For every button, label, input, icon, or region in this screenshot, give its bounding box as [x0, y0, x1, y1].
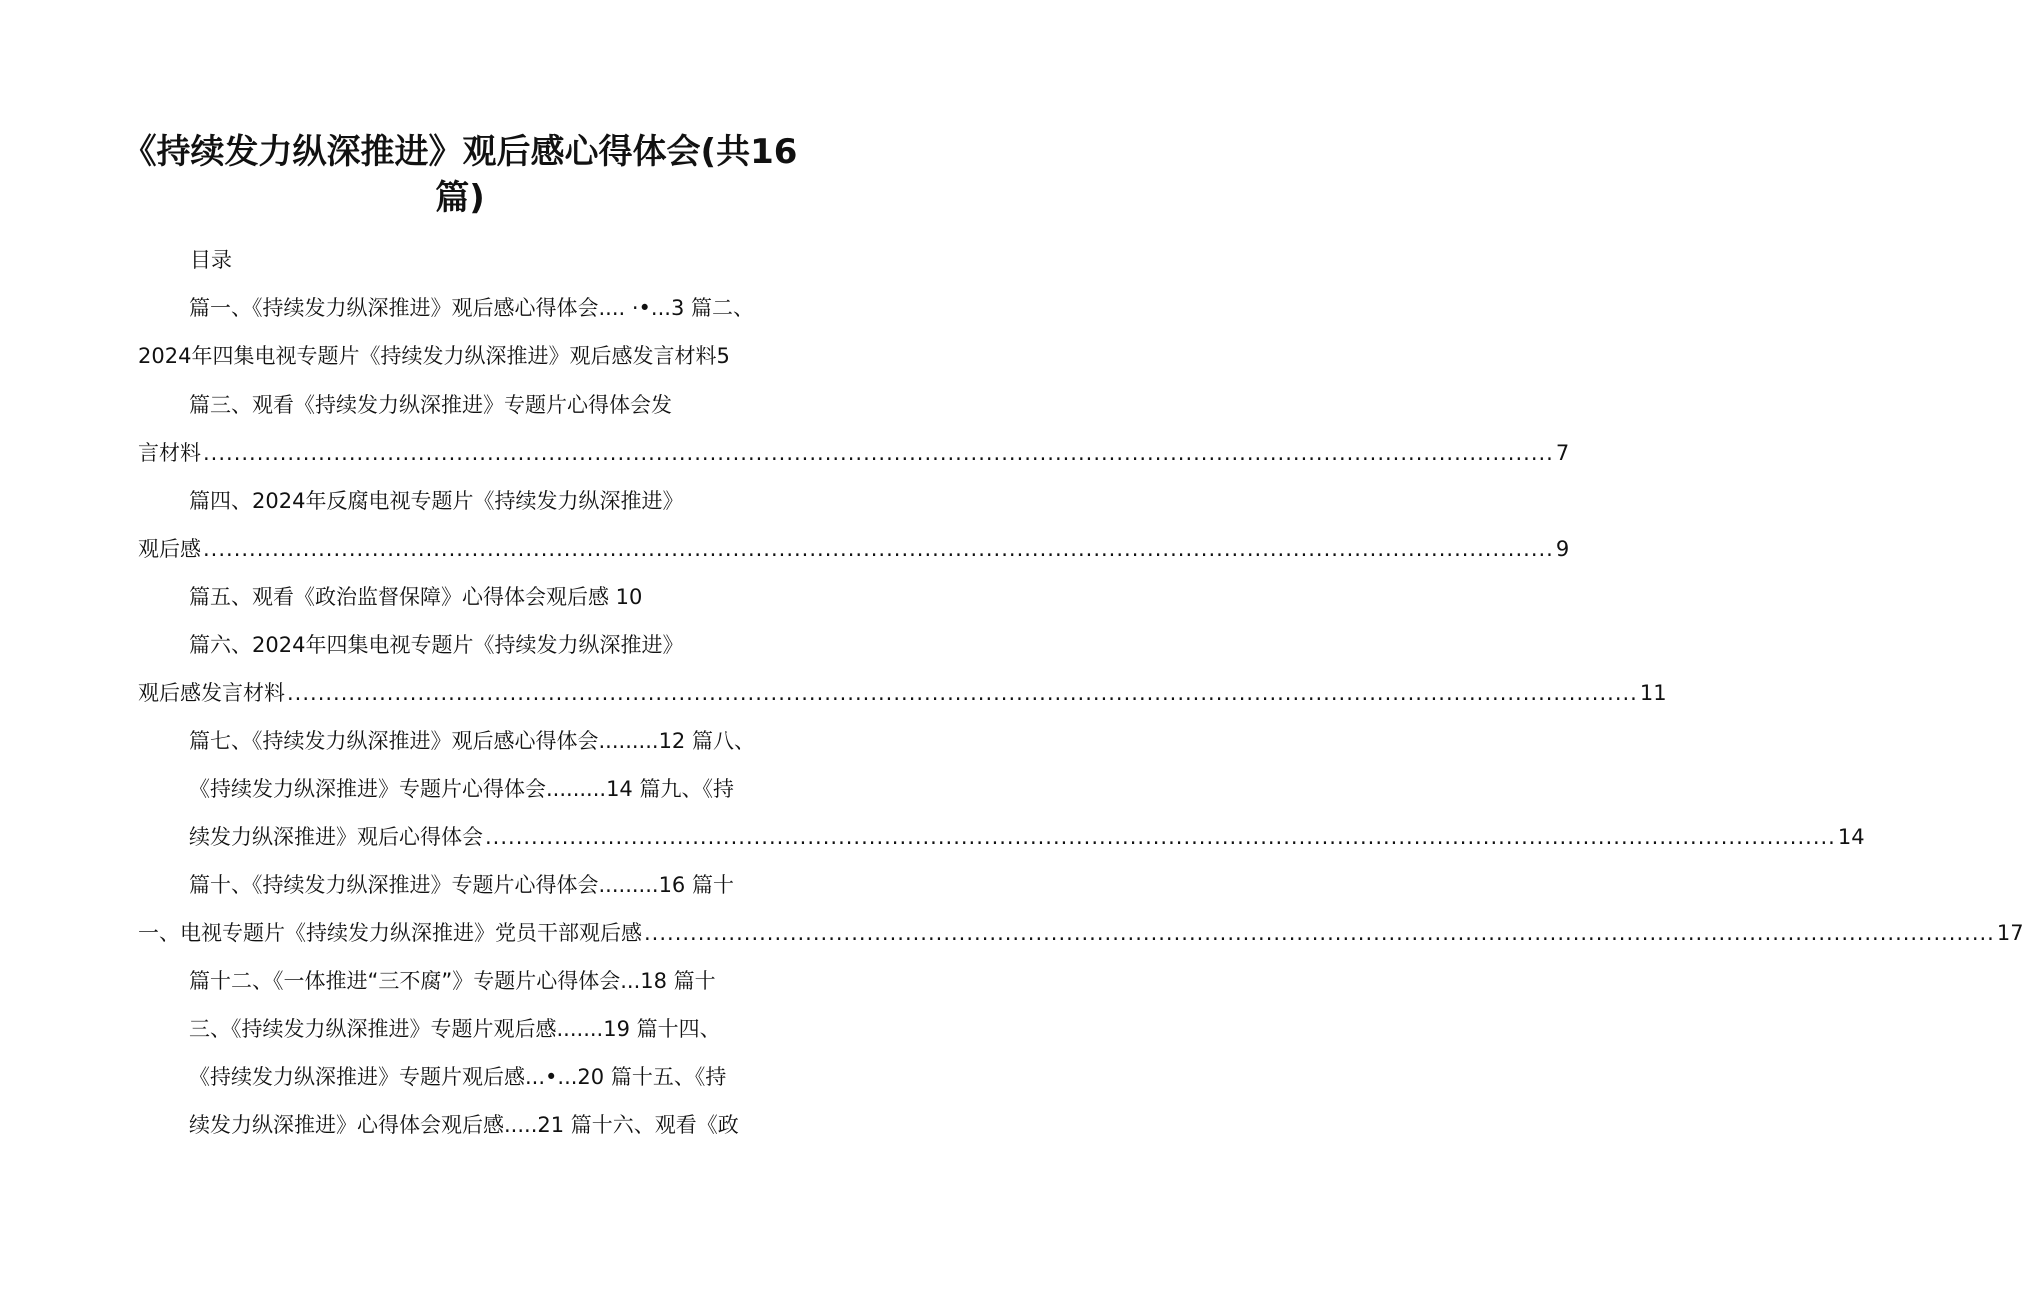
toc-line: 篇十、《持续发力纵深推进》专题片心得体会.........16 篇十: [189, 873, 734, 897]
toc-line: 篇三、观看《持续发力纵深推进》专题片心得体会发: [189, 393, 672, 417]
toc-page-number: 7: [1555, 441, 1570, 465]
document-title-line-2: 篇): [435, 178, 485, 218]
toc-line: 篇七、《持续发力纵深推进》观后感心得体会.........12 篇八、: [189, 729, 755, 753]
toc-leader-dots: ................................................................................................................................................................................: [644, 921, 1995, 945]
toc-page-number: 9: [1555, 537, 1570, 561]
toc-line: 篇一、《持续发力纵深推进》观后感心得体会.... ·•...3 篇二、: [189, 296, 754, 320]
toc-line: 《持续发力纵深推进》专题片观后感...•...20 篇十五、《持: [189, 1065, 727, 1089]
toc-line: 《持续发力纵深推进》专题片心得体会.........14 篇九、《持: [189, 777, 734, 801]
toc-line: 2024年四集电视专题片《持续发力纵深推进》观后感发言材料5: [138, 344, 730, 368]
toc-line: 续发力纵深推进》心得体会观后感.....21 篇十六、观看《政: [189, 1113, 739, 1137]
toc-line: 篇十二、《一体推进“三不腐”》专题片心得体会...18 篇十: [189, 969, 716, 993]
toc-entry-dotted: [138, 918, 2024, 948]
toc-entry-text: 续发力纵深推进》观后心得体会: [189, 825, 483, 849]
toc-heading: 目录: [190, 248, 232, 272]
toc-entry-dotted: [138, 438, 1570, 468]
toc-entry-text: 言材料: [138, 441, 201, 465]
toc-entry-dotted: [138, 678, 1667, 708]
toc-line: 篇六、2024年四集电视专题片《持续发力纵深推进》: [189, 633, 684, 657]
toc-page-number: 17: [1996, 921, 2024, 945]
toc-entry-text: 观后感发言材料: [138, 681, 285, 705]
toc-page-number: 11: [1639, 681, 1667, 705]
toc-line: 篇五、观看《政治监督保障》心得体会观后感 10: [189, 585, 643, 609]
toc-entry-text: 一、电视专题片《持续发力纵深推进》党员干部观后感: [138, 921, 642, 945]
toc-leader-dots: ................................................................................................................................................................................: [203, 441, 1554, 465]
toc-leader-dots: ................................................................................................................................................................................: [485, 825, 1836, 849]
toc-entry-text: 观后感: [138, 537, 201, 561]
toc-entry-dotted: [138, 534, 1570, 564]
toc-line: 三、《持续发力纵深推进》专题片观后感.......19 篇十四、: [189, 1017, 721, 1041]
toc-line: 篇四、2024年反腐电视专题片《持续发力纵深推进》: [189, 489, 684, 513]
document-title-line-1: 《持续发力纵深推进》观后感心得体会(共16: [122, 132, 798, 172]
toc-leader-dots: ................................................................................................................................................................................: [287, 681, 1638, 705]
toc-leader-dots: ................................................................................................................................................................................: [203, 537, 1554, 561]
toc-entry-dotted: [189, 822, 1865, 852]
toc-page-number: 14: [1837, 825, 1865, 849]
